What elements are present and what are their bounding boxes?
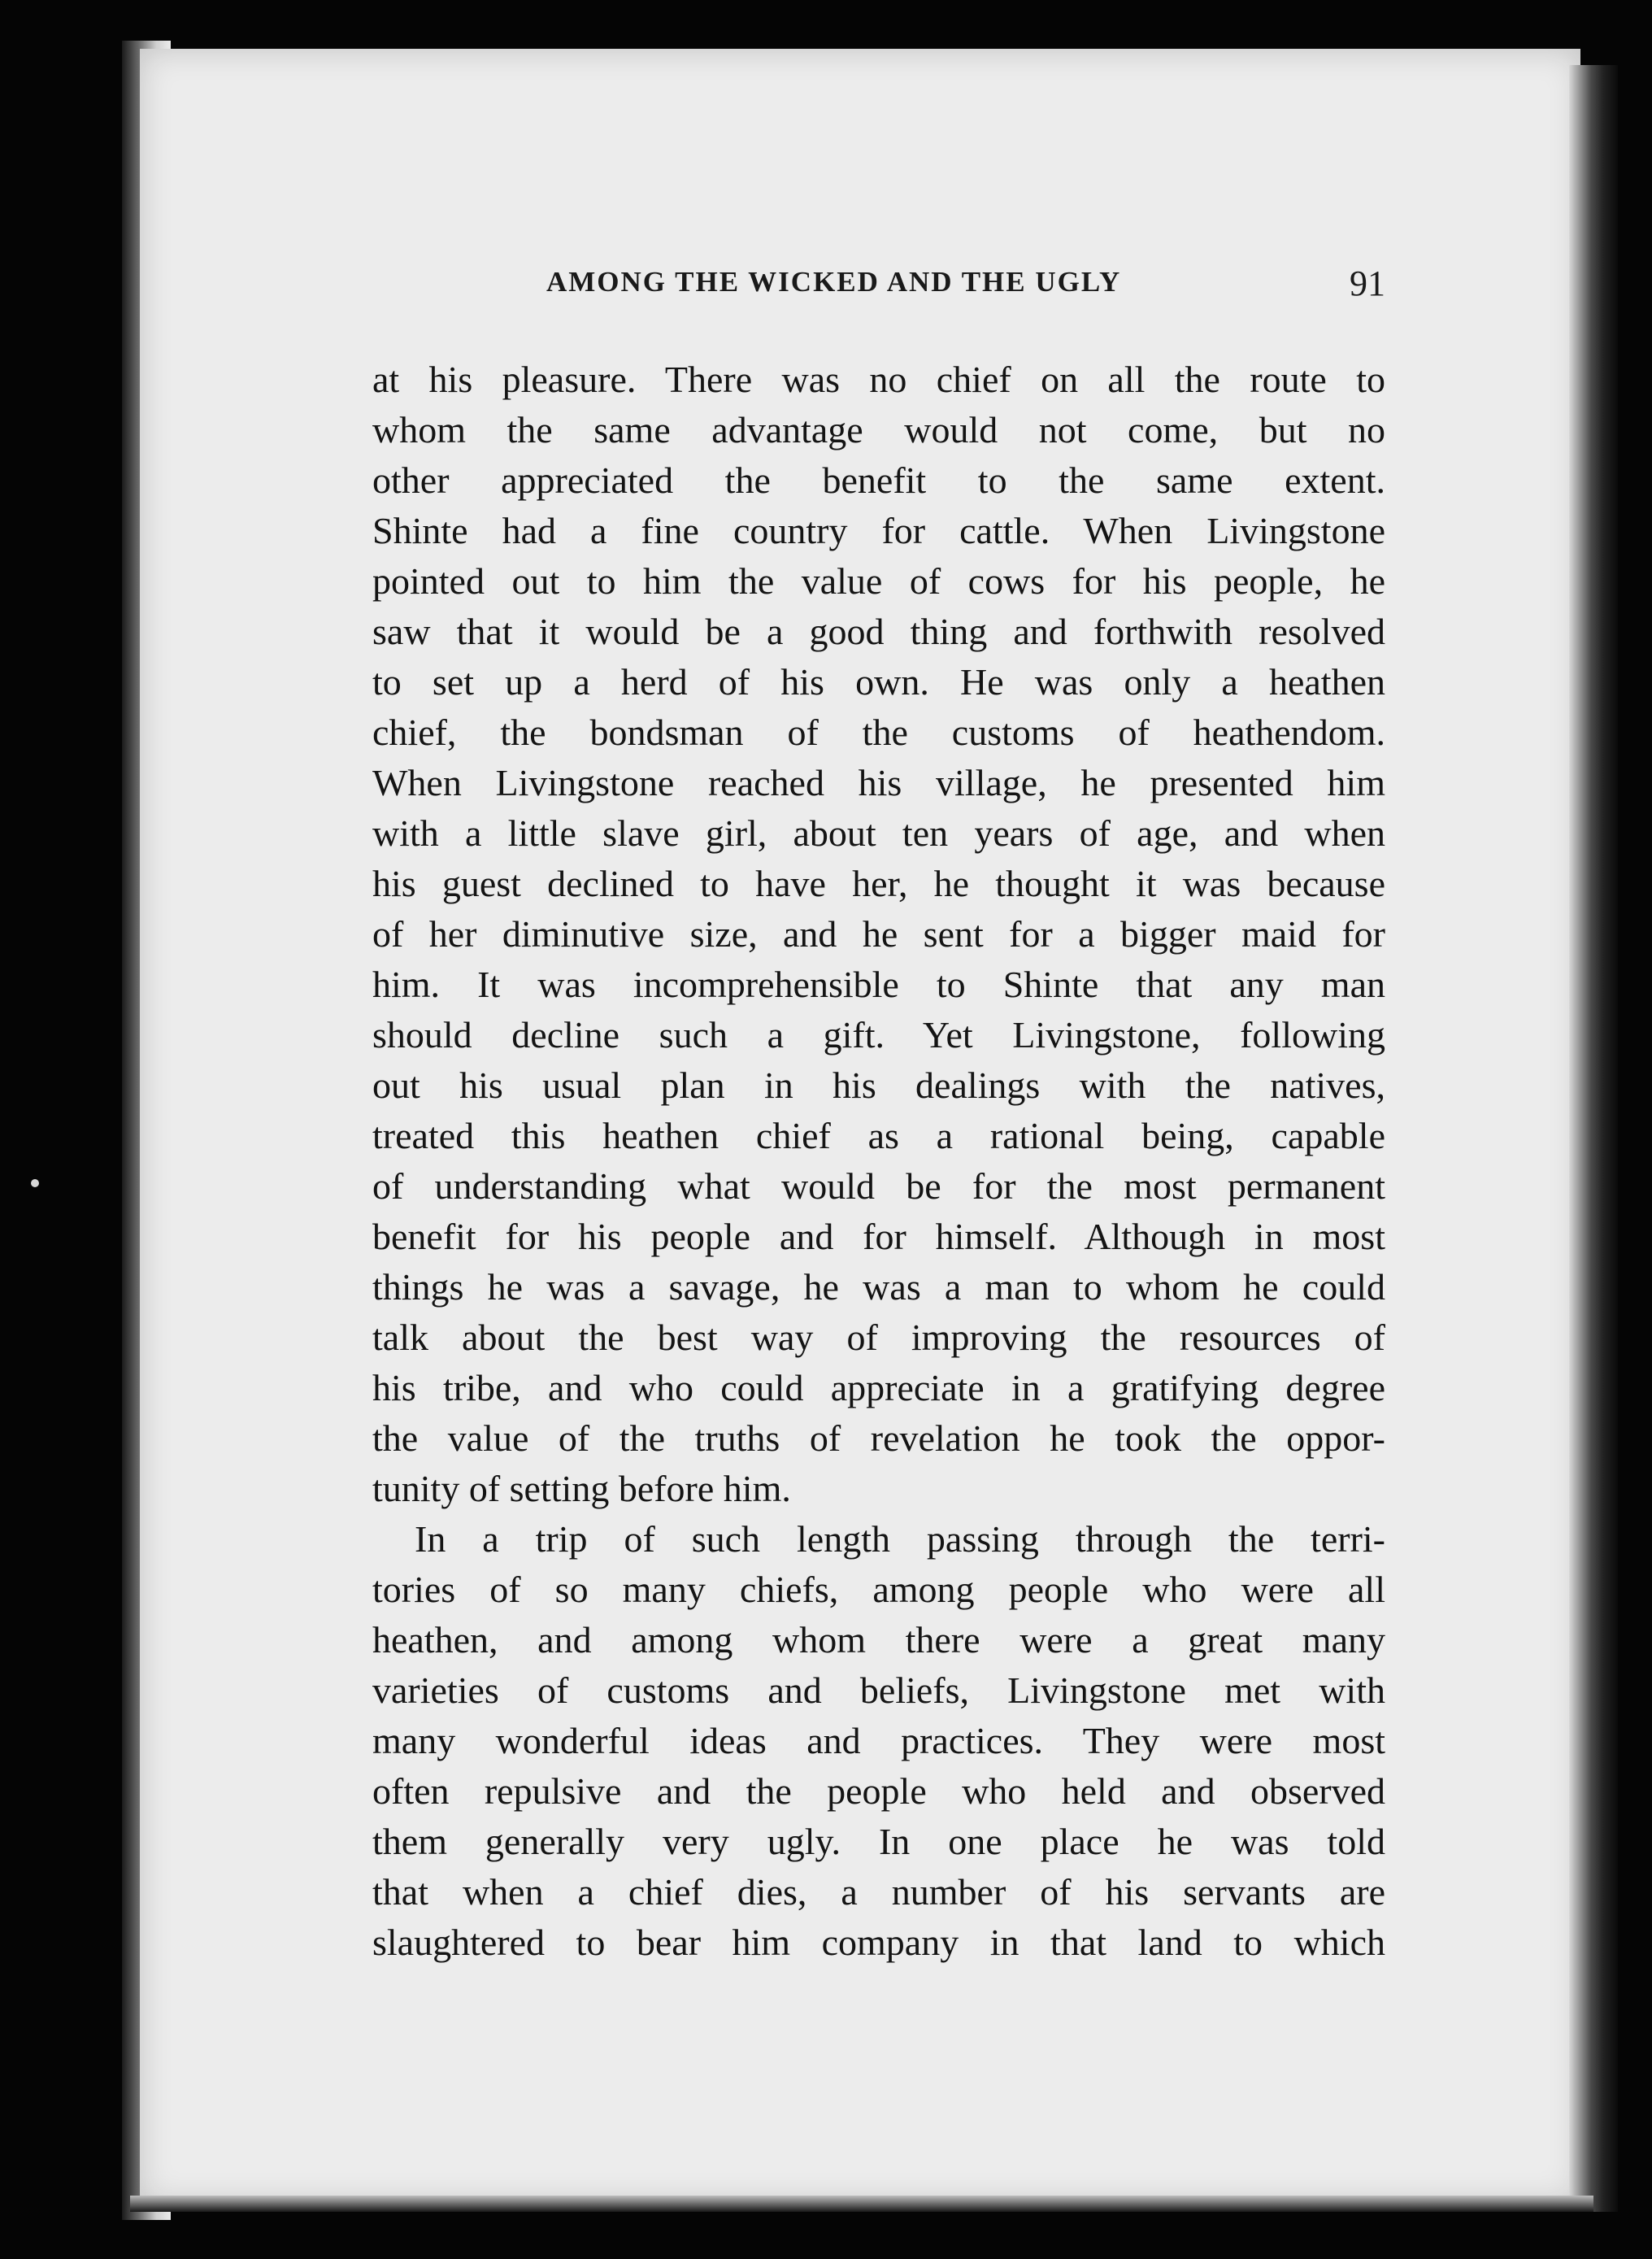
text-line: with a little slave girl, about ten years of age, and when (372, 812, 1385, 854)
paragraph-end-line: tunity of setting before him. (372, 1468, 791, 1509)
text-line: his guest declined to have her, he thought it was because (372, 863, 1385, 904)
text-line: to set up a herd of his own. He was only a heathen (372, 661, 1385, 703)
text-line: at his pleasure. There was no chief on all the route to (372, 359, 1385, 400)
text-line: chief, the bondsman of the customs of heathendom. (372, 712, 1385, 753)
text-line: Shinte had a fine country for cattle. When Livingstone (372, 510, 1385, 551)
body-text (372, 355, 1385, 1968)
text-line: treated this heathen chief as a rational being, capable (372, 1115, 1385, 1156)
text-line: saw that it would be a good thing and forthwith resolved (372, 611, 1385, 652)
text-line: When Livingstone reached his village, he presented him (372, 762, 1385, 803)
text-line: benefit for his people and for himself. Although in most (372, 1216, 1385, 1257)
text-line: that when a chief dies, a number of his servants are (372, 1871, 1385, 1913)
page-edge-bottom (130, 2196, 1593, 2212)
page-edge-right (1569, 65, 1618, 2212)
text-line: of her diminutive size, and he sent for a bigger maid for (372, 913, 1385, 955)
text-line: him. It was incomprehensible to Shinte that any man (372, 964, 1385, 1005)
scan-speck (31, 1179, 39, 1187)
paragraph-start-line: In a trip of such length passing through the terri- (415, 1518, 1385, 1560)
running-head-title: AMONG THE WICKED AND THE UGLY (546, 266, 1122, 298)
text-line: slaughtered to bear him company in that land to which (372, 1922, 1385, 1963)
text-line: other appreciated the benefit to the same extent. (372, 459, 1385, 501)
text-line: out his usual plan in his dealings with the natives, (372, 1064, 1385, 1106)
page-number: 91 (1350, 263, 1385, 303)
text-line: pointed out to him the value of cows for his people, he (372, 560, 1385, 602)
text-line: talk about the best way of improving the resources of (372, 1317, 1385, 1358)
text-line: his tribe, and who could appreciate in a gratifying degree (372, 1367, 1385, 1408)
text-line: often repulsive and the people who held and observed (372, 1770, 1385, 1812)
running-head (546, 263, 1385, 307)
text-line: varieties of customs and beliefs, Livingstone met with (372, 1669, 1385, 1711)
text-line: of understanding what would be for the most permanent (372, 1165, 1385, 1207)
text-line: tories of so many chiefs, among people who were all (372, 1569, 1385, 1610)
text-line: them generally very ugly. In one place he was told (372, 1821, 1385, 1862)
text-line: should decline such a gift. Yet Livingstone, following (372, 1014, 1385, 1056)
text-line: whom the same advantage would not come, but no (372, 409, 1385, 450)
text-line: many wonderful ideas and practices. They were most (372, 1720, 1385, 1761)
text-line: things he was a savage, he was a man to whom he could (372, 1266, 1385, 1308)
text-line: heathen, and among whom there were a great many (372, 1619, 1385, 1661)
text-line: the value of the truths of revelation he took the oppor- (372, 1417, 1385, 1459)
